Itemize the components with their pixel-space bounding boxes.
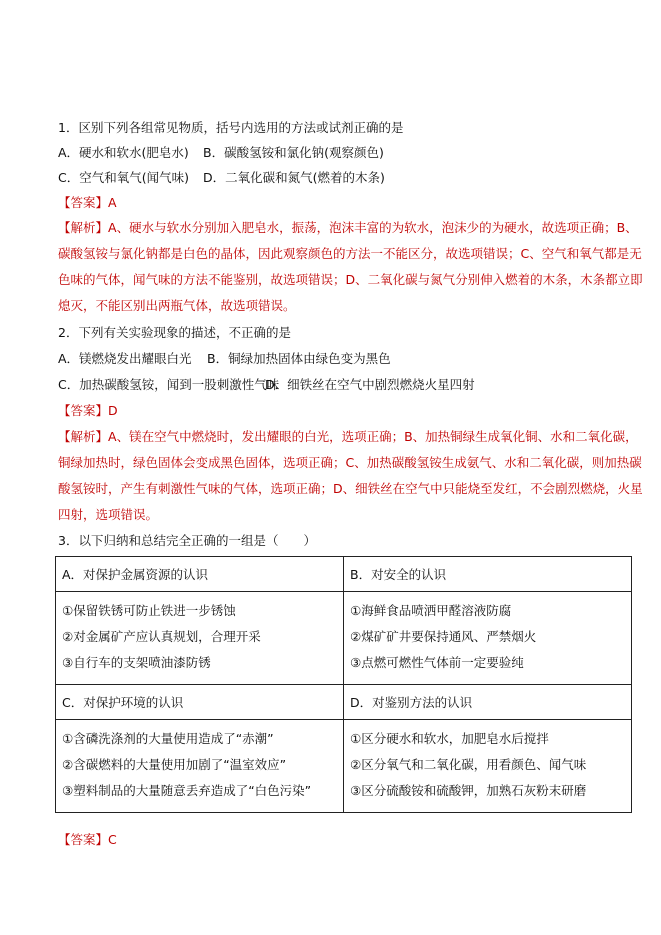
item: ②煤矿矿井要保持通风、严禁烟火 [350, 629, 537, 644]
q3-stem: 3．以下归纳和总结完全正确的一组是（ ） [58, 533, 316, 548]
item: ②含碳燃料的大量使用加剧了“温室效应” [62, 757, 287, 772]
item: ①区分硬水和软水，加肥皂水后搅拌 [350, 731, 549, 746]
q2-option-a: A．镁燃烧发出耀眼白光 [58, 351, 192, 366]
q1-option-d: D．二氧化碳和氮气(燃着的木条) [203, 170, 385, 185]
q1-option-a: A．硬水和软水(肥皂水) [58, 145, 189, 160]
table-cell-items [344, 720, 632, 813]
analysis-text: A、硬水与软水分别加入肥皂水，振荡，泡沫丰富的为软水，泡沫少的为硬水，故选项正确；B、 [108, 220, 638, 235]
q1-option-b: B．碳酸氢铵和氯化钠(观察颜色) [203, 145, 384, 160]
q2-stem: 2．下列有关实验现象的描述，不正确的是 [58, 325, 291, 340]
item: ②对金属矿产应认真规划，合理开采 [62, 629, 261, 644]
analysis-text: A、镁在空气中燃烧时，发出耀眼的白光，选项正确；B、加热铜绿生成氧化铜、水和二氧化碳， [108, 429, 638, 444]
item: ③自行车的支架喷油漆防锈 [62, 655, 211, 670]
q2-answer [58, 403, 118, 419]
table-cell-items [56, 592, 344, 685]
q2-analysis-line: 四射，选项错误。 [58, 507, 159, 522]
item: ③点燃可燃性气体前一定要验纯 [350, 655, 524, 670]
q1-analysis-line: 色味的气体，闻气味的方法不能鉴别，故选项错误；D、二氧化碳与氮气分别伸入燃着的木条，木条都立即 [58, 272, 643, 287]
analysis-label: 【解析】 [58, 220, 109, 235]
q2-option-b: B．铜绿加热固体由绿色变为黑色 [207, 351, 391, 366]
q2-analysis-line [58, 429, 638, 445]
q1-answer [58, 195, 117, 211]
item: ①海鲜食品喷洒甲醛溶液防腐 [350, 603, 512, 618]
table-cell-head: C．对保护环境的认识 [56, 685, 344, 720]
q1-analysis-line: 碳酸氢铵与氯化钠都是白色的晶体，因此观察颜色的方法一不能区分，故选项错误；C、空气和氧气都是无 [58, 246, 642, 261]
table-cell-head: B．对安全的认识 [344, 557, 632, 592]
q2-analysis-line: 酸氢铵时，产生有刺激性气味的气体，选项正确；D、细铁丝在空气中只能烧至发红，不会剧烈燃烧，火星 [58, 481, 643, 496]
item: ③区分硫酸铵和硫酸钾，加熟石灰粉末研磨 [350, 783, 587, 798]
q1-analysis-line: 熄灭，不能区别出两瓶气体，故选项错误。 [58, 298, 296, 313]
table-cell-head: A．对保护金属资源的认识 [56, 557, 344, 592]
q3-answer [58, 832, 117, 848]
item: ①保留铁锈可防止铁进一步锈蚀 [62, 603, 236, 618]
q1-stem: 1．区别下列各组常见物质，括号内选用的方法或试剂正确的是 [58, 120, 404, 135]
table-cell-items [344, 592, 632, 685]
item: ③塑料制品的大量随意丢弃造成了“白色污染” [62, 783, 312, 798]
table-cell-items [56, 720, 344, 813]
q1-option-c: C．空气和氧气(闻气味) [58, 170, 189, 185]
q2-analysis-line: 铜绿加热时，绿色固体会变成黑色固体，选项正确；C、加热碳酸氢铵生成氨气、水和二氧化碳，则加热碳 [58, 455, 642, 470]
q2-option-c: C．加热碳酸氢铵，闻到一股刺激性气味 [58, 377, 280, 392]
analysis-label: 【解析】 [58, 429, 109, 444]
answer-value: C [108, 832, 117, 847]
answer-label: 【答案】 [58, 403, 109, 418]
table-cell-head: D．对鉴别方法的认识 [344, 685, 632, 720]
item: ①含磷洗涤剂的大量使用造成了“赤潮” [62, 731, 274, 746]
q2-option-d: D．细铁丝在空气中剧烈燃烧火星四射 [265, 377, 475, 392]
answer-label: 【答案】 [58, 832, 109, 847]
q3-options-table [55, 556, 632, 813]
answer-value: A [108, 195, 117, 210]
q1-analysis-line [58, 220, 638, 236]
answer-value: D [108, 403, 118, 418]
item: ②区分氧气和二氧化碳，用看颜色、闻气味 [350, 757, 587, 772]
answer-label: 【答案】 [58, 195, 109, 210]
